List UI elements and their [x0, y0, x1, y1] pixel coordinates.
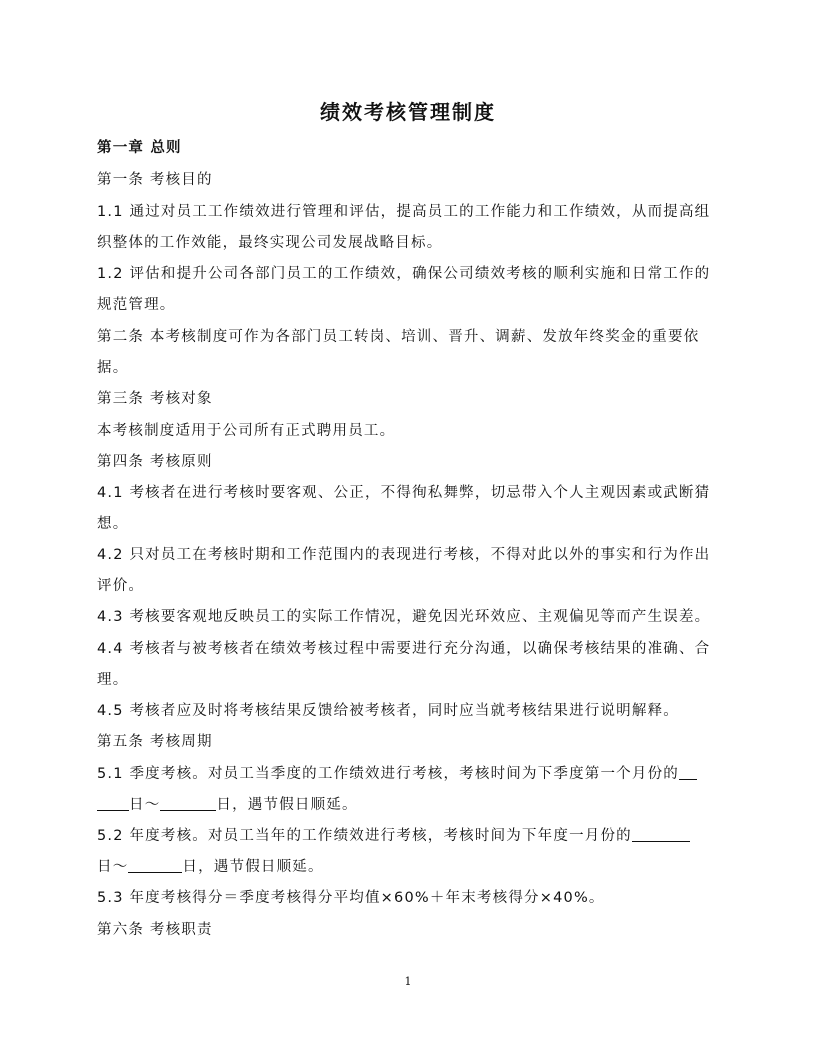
fill-blank	[128, 858, 182, 873]
paragraph-5-2-end: 日，遇节假日顺延。	[182, 859, 324, 875]
fill-blank	[160, 796, 216, 811]
paragraph-1-2-line-2: 规范管理。	[97, 297, 176, 313]
paragraph-4-2-line-1: 4.2 只对员工在考核时期和工作范围内的表现进行考核，不得对此以外的事实和行为作出	[97, 547, 711, 563]
paragraph-4-5: 4.5 考核者应及时将考核结果反馈给被考核者，同时应当就考核结果进行说明解释。	[97, 703, 679, 719]
paragraph-4-2-line-2: 评价。	[97, 578, 145, 594]
article-6-heading: 第六条 考核职责	[97, 922, 213, 938]
article-2-line-2: 据。	[97, 360, 129, 376]
paragraph-5-2-line-2	[97, 857, 324, 877]
paragraph-1-1-line-1: 1.1 通过对员工工作绩效进行管理和评估，提高员工的工作能力和工作绩效，从而提高组	[97, 204, 711, 220]
page-number: 1	[404, 975, 412, 988]
paragraph-5-1-text: 5.1 季度考核。对员工当季度的工作绩效进行考核，考核时间为下季度第一个月份的	[97, 766, 679, 782]
article-1-heading: 第一条 考核目的	[97, 172, 213, 188]
paragraph-5-1-line-1	[97, 764, 697, 784]
article-3-body: 本考核制度适用于公司所有正式聘用员工。	[97, 423, 396, 439]
paragraph-5-1-line-2	[97, 795, 358, 815]
document-title: 绩效考核管理制度	[320, 100, 496, 124]
paragraph-4-1-line-1: 4.1 考核者在进行考核时要客观、公正，不得徇私舞弊，切忌带入个人主观因素或武断猜	[97, 485, 711, 501]
paragraph-5-2-text: 5.2 年度考核。对员工当年的工作绩效进行考核，考核时间为下年度一月份的	[97, 828, 632, 844]
paragraph-5-2-line-1	[97, 826, 690, 846]
paragraph-4-4-line-2: 理。	[97, 672, 129, 688]
fill-blank	[97, 796, 129, 811]
article-3-heading: 第三条 考核对象	[97, 391, 213, 407]
article-4-heading: 第四条 考核原则	[97, 454, 213, 470]
paragraph-1-1-line-2: 织整体的工作效能，最终实现公司发展战略目标。	[97, 235, 443, 251]
paragraph-5-1-end: 日，遇节假日顺延。	[216, 797, 358, 813]
paragraph-4-1-line-2: 想。	[97, 516, 129, 532]
article-5-heading: 第五条 考核周期	[97, 734, 213, 750]
paragraph-5-3: 5.3 年度考核得分＝季度考核得分平均值×60%＋年末考核得分×40%。	[97, 890, 605, 906]
fill-blank	[679, 765, 697, 780]
article-2-line-1: 第二条 本考核制度可作为各部门员工转岗、培训、晋升、调薪、发放年终奖金的重要依	[97, 329, 700, 345]
fill-blank	[632, 827, 690, 842]
paragraph-4-3: 4.3 考核要客观地反映员工的实际工作情况，避免因光环效应、主观偏见等而产生误差。	[97, 609, 711, 625]
date-range-separator: 日～	[97, 859, 129, 875]
paragraph-1-2-line-1: 1.2 评估和提升公司各部门员工的工作绩效，确保公司绩效考核的顺利实施和日常工作的	[97, 266, 711, 282]
date-range-separator: 日～	[129, 797, 161, 813]
chapter-heading: 第一章 总则	[97, 140, 182, 156]
paragraph-4-4-line-1: 4.4 考核者与被考核者在绩效考核过程中需要进行充分沟通，以确保考核结果的准确、合	[97, 641, 711, 657]
